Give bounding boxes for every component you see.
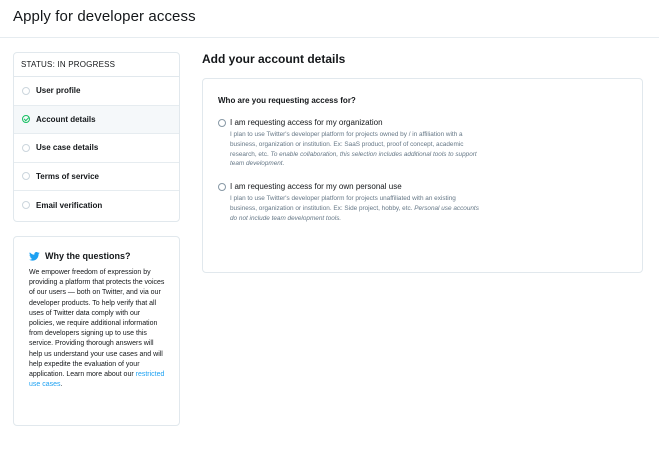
step-email-verification[interactable]	[14, 191, 179, 220]
step-label: Terms of service	[36, 171, 99, 181]
step-check-circle-icon	[22, 115, 30, 123]
personal-desc-text: I plan to use Twitter's developer platform for projects unaffiliated with an existing business, organization or institution. Ex: Side project, hobby, etc.	[230, 195, 456, 212]
step-terms-of-service[interactable]	[14, 163, 179, 192]
restricted-use-cases-link[interactable]: restricted use cases	[29, 371, 165, 389]
step-pending-circle-icon	[22, 172, 30, 180]
step-account-details[interactable]	[14, 106, 179, 135]
organization-desc-italic: To enable collaboration, this selection includes additional tools to support team development.	[230, 150, 477, 168]
why-header	[29, 251, 165, 261]
why-questions-panel	[13, 236, 180, 426]
step-use-case-details[interactable]	[14, 134, 179, 163]
why-body-end: .	[60, 381, 63, 389]
page-header	[0, 0, 659, 38]
status-label: STATUS: IN PROGRESS	[14, 53, 179, 77]
why-body	[29, 268, 165, 390]
option-personal	[218, 182, 642, 223]
step-label: Use case details	[36, 143, 99, 153]
step-user-profile[interactable]	[14, 77, 179, 106]
personal-desc-italic: Personal use accounts do not include team development tools.	[230, 204, 479, 222]
personal-radio[interactable]	[218, 183, 226, 191]
organization-radio[interactable]	[218, 119, 226, 127]
twitter-bird-icon	[29, 252, 40, 261]
step-pending-circle-icon	[22, 144, 30, 152]
organization-desc-text: I plan to use Twitter's developer platform for projects owned by / in affiliation with a business, organization or institution. Ex: SaaS product, proof of concept, academic research, etc.	[230, 131, 464, 158]
organization-option-label[interactable]: I am requesting access for my organization	[230, 118, 383, 127]
access-question: Who are you requesting access for?	[218, 96, 356, 105]
option-organization	[218, 118, 642, 169]
step-pending-circle-icon	[22, 201, 30, 209]
why-title: Why the questions?	[45, 251, 131, 261]
page-title: Apply for developer access	[13, 8, 196, 25]
account-details-card	[202, 78, 643, 273]
progress-steps-panel	[13, 52, 180, 222]
personal-option-description	[230, 194, 480, 223]
step-label: Email verification	[36, 200, 103, 210]
step-pending-circle-icon	[22, 87, 30, 95]
step-label: Account details	[36, 114, 96, 124]
why-body-text: We empower freedom of expression by providing a platform that protects the voices of our users — both on Twitter, and via our developer products. To help verify that all uses of Twitter data comply with our policies, we require additional information from developers signing up to use this service. Providing thorough answers will help us understand your use cases and will help expedite the evaluation of your application. Learn more about our	[29, 269, 165, 379]
step-label: User profile	[36, 86, 81, 96]
personal-option-label[interactable]: I am requesting access for my own personal use	[230, 182, 402, 192]
section-title: Add your account details	[202, 52, 346, 66]
organization-option-description	[230, 130, 480, 169]
